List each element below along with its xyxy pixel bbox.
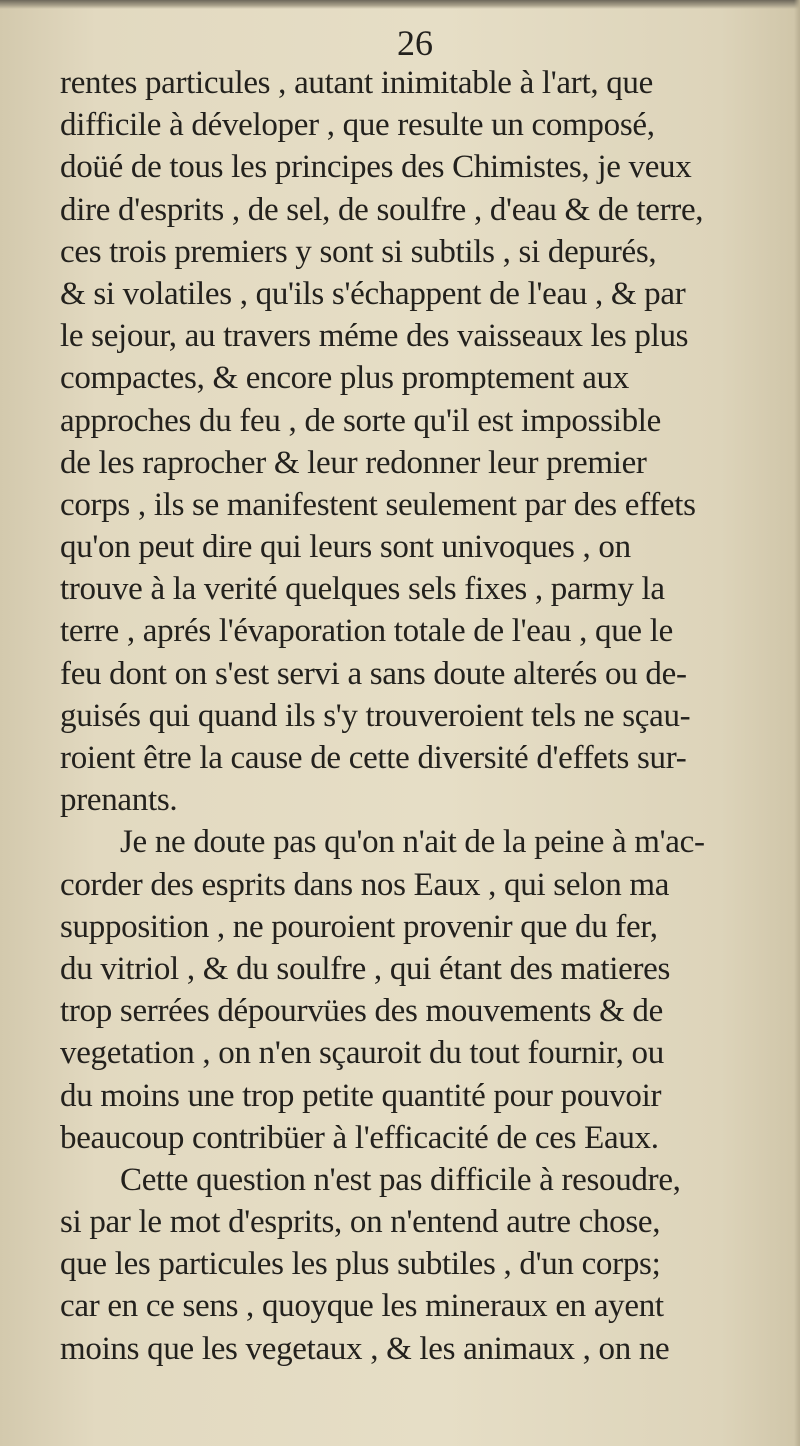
text-line: rentes particules , autant inimitable à l'art, que [60, 65, 653, 101]
text-line: roient être la cause de cette diversité d'effets sur- [60, 740, 687, 776]
page-top-edge [0, 0, 800, 9]
paragraph-start-line: Cette question n'est pas difficile à resoudre, [120, 1161, 681, 1198]
text-line: approches du feu , de sorte qu'il est impossible [60, 402, 661, 439]
text-line: doüé de tous les principes des Chimistes, je veux [60, 149, 692, 186]
text-line: feu dont on s'est servi a sans doute alterés ou de- [60, 655, 687, 692]
text-line: si par le mot d'esprits, on n'entend autre chose, [60, 1204, 661, 1241]
text-line: ces trois premiers y sont si subtils , si depurés, [60, 233, 657, 270]
text-line: moins que les vegetaux , & les animaux , on ne [60, 1330, 670, 1367]
text-line: du moins une trop petite quantité pour pouvoir [60, 1077, 662, 1114]
text-line: trouve à la verité quelques sels fixes , parmy la [60, 571, 665, 608]
text-line: dire d'esprits , de sel, de soulfre , d'eau & de terre, [60, 191, 704, 228]
text-line: beaucoup contribüer à l'efficacité de ces Eaux. [60, 1119, 659, 1156]
text-line: supposition , ne pouroient provenir que du fer, [60, 908, 658, 945]
page-right-edge [794, 0, 800, 1446]
paragraph-start-line: Je ne doute pas qu'on n'ait de la peine à m'ac- [120, 824, 705, 861]
text-line: de les raprocher & leur redonner leur premier [60, 444, 647, 481]
text-line: prenants. [60, 782, 178, 819]
text-line: car en ce sens , quoyque les mineraux en ayent [60, 1288, 664, 1325]
text-line: que les particules les plus subtiles , d'un corps; [60, 1246, 661, 1283]
body-text [60, 62, 790, 1370]
text-line: qu'on peut dire qui leurs sont univoques , on [60, 529, 631, 566]
text-line: & si volatiles , qu'ils s'échappent de l'eau , & par [60, 275, 686, 312]
text-line: guisés qui quand ils s'y trouveroient tels ne sçau- [60, 697, 691, 734]
text-line: corps , ils se manifestent seulement par des effets [60, 486, 696, 523]
text-line: compactes, & encore plus promptement aux [60, 360, 629, 397]
text-line: difficile à déveloper , que resulte un composé, [60, 107, 655, 144]
text-line: du vitriol , & du soulfre , qui étant des matieres [60, 950, 671, 987]
page-number: 26 [397, 23, 433, 63]
text-line: terre , aprés l'évaporation totale de l'eau , que le [60, 613, 673, 650]
text-line: corder des esprits dans nos Eaux , qui selon ma [60, 866, 670, 903]
text-line: vegetation , on n'en sçauroit du tout fournir, ou [60, 1035, 664, 1072]
text-line: le sejour, au travers méme des vaisseaux les plus [60, 318, 689, 355]
text-line: trop serrées dépourvües des mouvements & de [60, 993, 663, 1030]
